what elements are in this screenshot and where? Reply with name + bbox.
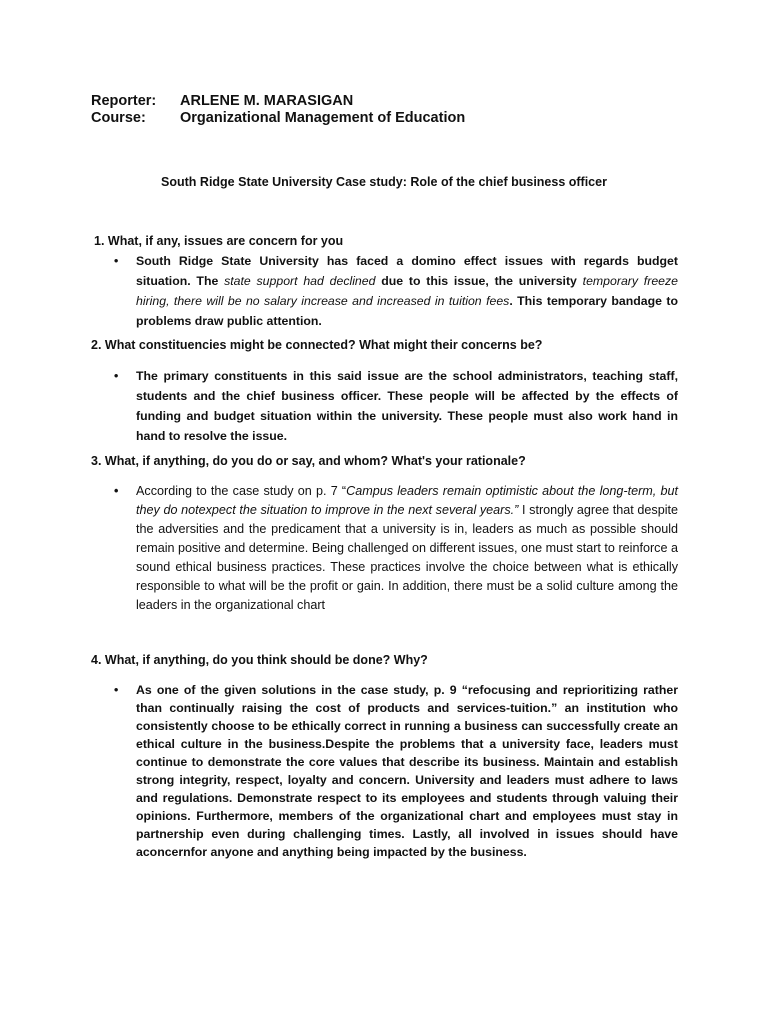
answer-4 [116,681,678,861]
course-line [91,110,465,126]
answer-1-part: . This temporary bandage to problems draw public attention. [136,294,678,328]
answer-3-part: According to the case study on p. 7 “ [136,484,347,498]
answer-3-italic: Campus leaders remain optimistic about the long-term, but they do notexpect the situation to improve in the next several years.” [136,484,679,517]
question-4: 4. What, if anything, do you think should be done? Why? [91,653,428,667]
answer-3 [116,482,678,615]
course-name: Organizational Management of Education [180,110,466,126]
bullet-icon: • [114,369,119,383]
bullet-icon: • [114,254,119,268]
bullet-icon: • [114,683,119,697]
answer-3-part: I strongly agree that despite the adversities and the predicament that a university is in, leaders as much as possible should remain positive and determine. Being challenged on different issues, one must start to reinforce a sound ethical business practices. These practices involve the choice between what is ethically responsible to what will be the profit or gain. In addition, there must be a solid culture among the leaders in the organizational chart [136,503,678,612]
course-label: Course: [91,110,146,126]
question-1: 1. What, if any, issues are concern for you [94,234,344,248]
reporter-name: ARLENE M. MARASIGAN [180,93,354,109]
answer-3-text [136,482,678,615]
answer-1-text [136,251,678,331]
reporter-line [91,93,353,109]
answer-1-part: due to this issue, the university [375,274,583,288]
question-2: 2. What constituencies might be connected? What might their concerns be? [91,338,543,352]
answer-2 [116,366,678,446]
document-title: South Ridge State University Case study: Role of the chief business officer [161,175,607,189]
answer-1-italic: state support had declined [224,274,376,288]
answer-2-text: The primary constituents in this said issue are the school administrators, teaching staff, students and the chief business officer. These people will be affected by the effects of funding and budget situation within the university. These people must also work hand in hand to resolve the issue. [136,369,678,443]
question-3: 3. What, if anything, do you do or say, and whom? What's your rationale? [91,454,526,468]
bullet-icon: • [114,484,119,498]
answer-1-italic: temporary freeze hiring, there will be no salary increase and increased in tuition fees [136,274,678,308]
answer-1-part: South Ridge State University has faced a domino effect issues with regards budget situation. The [136,254,678,288]
answer-4-text: As one of the given solutions in the case study, p. 9 “refocusing and reprioritizing rather than continually raising the cost of products and services-tuition.” an institution who consistently choose to be ethically correct in running a business can successfully create an ethical culture in the business.Despite the problems that a university face, leaders must continue to demonstrate the core values that describe its business. Maintain and establish strong integrity, respect, loyalty and concern. University and leaders must adhere to laws and regulations. Demonstrate respect to its employees and students through valuing their opinions. Furthermore, members of the organizational chart and employees must stay in partnership even during challenging times. Lastly, all involved in issues should have aconcernfor anyone and anything being impacted by the business. [136,683,678,859]
answer-1 [116,251,678,331]
reporter-label: Reporter: [91,93,157,109]
